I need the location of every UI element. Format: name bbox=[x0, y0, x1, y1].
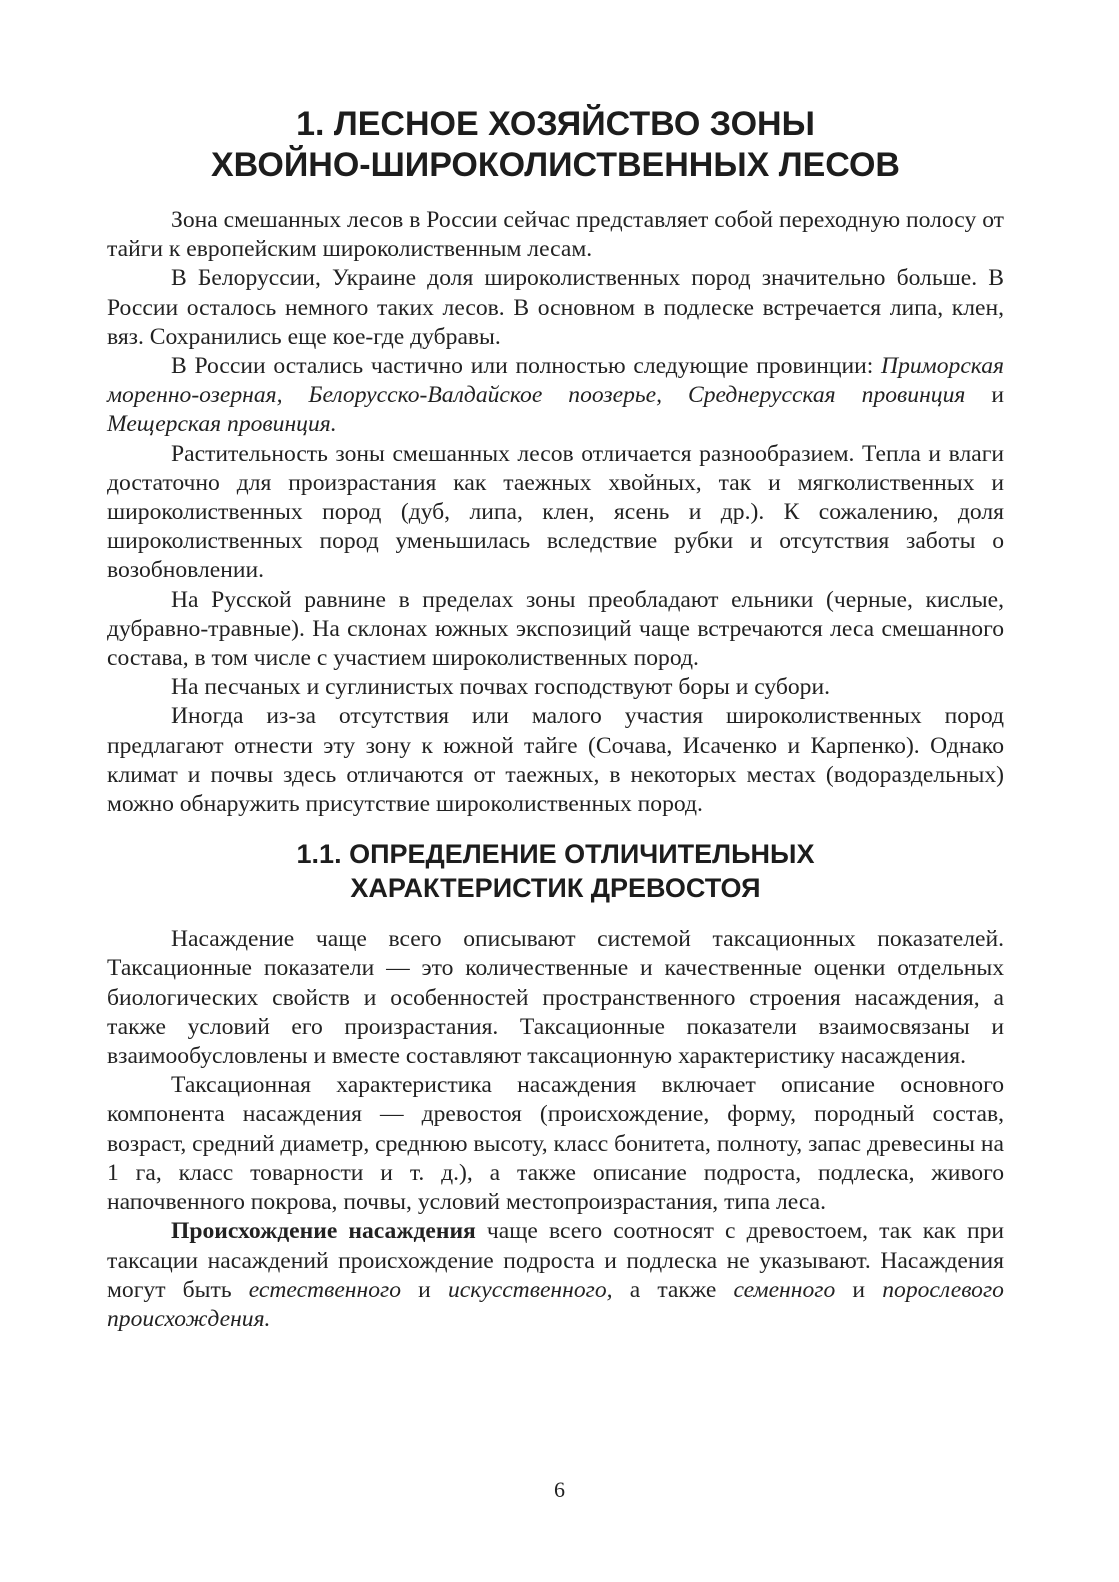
paragraph-10 bbox=[107, 1217, 1004, 1334]
paragraph-9: Таксационная характеристика насаждения включает описание основного компонента насаждения — древостоя (происхождение, форму, породный состав, возраст, средний диаметр, среднюю высоту, класс бонитета, полноту, запас древесины на 1 га, класс товарности и т. д.), а также описание подроста, подлеска, живого напочвенного покрова, почвы, условий местопроизрастания, типа леса. bbox=[107, 1072, 1004, 1216]
paragraph-3 bbox=[107, 352, 1004, 440]
paragraph-3-meshchera: Мещерская провинция. bbox=[107, 411, 337, 438]
term-coppice: порослевого происхождения. bbox=[107, 1276, 1004, 1332]
section-heading bbox=[107, 837, 1004, 905]
page-number: 6 bbox=[554, 1477, 565, 1502]
chapter-heading bbox=[107, 104, 1004, 186]
paragraph-5: На Русской равнине в пределах зоны преобладают ельники (черные, кислые, дубравно-травные). На склонах южных экспозиций чаще встречаются леса смешанного состава, в том числе с участием широколиственных пород. bbox=[107, 586, 1004, 672]
paragraph-3-provinces: Приморская моренно-озерная, Белорусско-Валдайское поозерье, Среднерусская провинция bbox=[107, 353, 1004, 409]
paragraph-10-text-3: а также bbox=[612, 1276, 734, 1303]
section-heading-line-2: ХАРАКТЕРИСТИК ДРЕВОСТОЯ bbox=[350, 873, 761, 904]
section-heading-line-1: 1.1. ОПРЕДЕЛЕНИЕ ОТЛИЧИТЕЛЬНЫХ bbox=[296, 839, 815, 870]
paragraph-1: Зона смешанных лесов в России сейчас представляет собой переходную полосу от тайги к европейским широколиственным лесам. bbox=[107, 207, 1004, 263]
paragraph-10-text-2: и bbox=[401, 1276, 448, 1303]
paragraph-3-text-1: В России остались частично или полностью следующие провинции: bbox=[171, 353, 882, 380]
paragraph-8: Насаждение чаще всего описывают системой таксационных показателей. Таксационные показатели — это количественные и качественные оценки отдельных биологических свойств и особенностей пространственного строения насаждения, а также условий его произрастания. Таксационные показатели взаимосвязаны и взаимообусловлены и вместе составляют таксационную характеристику насаждения. bbox=[107, 926, 1004, 1070]
paragraph-6: На песчаных и суглинистых почвах господствуют боры и субори. bbox=[171, 674, 830, 701]
paragraph-4: Растительность зоны смешанных лесов отличается разнообразием. Тепла и влаги достаточно для произрастания как таежных хвойных, так и мягколиственных и широколиственных пород (дуб, липа, клен, ясень и др.). К сожалению, доля широколиственных пород уменьшилась вследствие рубки и отсутствия заботы о возобновлении. bbox=[107, 440, 1004, 584]
chapter-heading-line-2: ХВОЙНО-ШИРОКОЛИСТВЕННЫХ ЛЕСОВ bbox=[211, 146, 900, 184]
document-page bbox=[107, 104, 1004, 1334]
paragraph-10-text-4: и bbox=[835, 1276, 883, 1303]
chapter-heading-line-1: 1. ЛЕСНОЕ ХОЗЯЙСТВО ЗОНЫ bbox=[296, 105, 815, 143]
paragraph-3-text-2: и bbox=[965, 382, 1004, 409]
term-seed: семенного bbox=[733, 1276, 836, 1303]
term-origin: Происхождение насаждения bbox=[171, 1218, 476, 1245]
paragraph-2: В Белоруссии, Украине доля широколиственных пород значительно больше. В России осталось немного таких лесов. В основном в подлеске встречается липа, клен, вяз. Сохранились еще кое-где дубравы. bbox=[107, 265, 1004, 350]
term-natural: естественного bbox=[248, 1276, 402, 1303]
term-artificial: искусственного, bbox=[447, 1276, 613, 1303]
paragraph-7: Иногда из-за отсутствия или малого участия широколиственных пород предлагают отнести эту зону к южной тайге (Сочава, Исаченко и Карпенко). Однако климат и почвы здесь отличаются от таежных, в некоторых местах (водораздельных) можно обнаружить присутствие широколиственных пород. bbox=[107, 703, 1004, 818]
paragraph-10-text-1: чаще всего соотносят с древостоем, так как при таксации насаждений происхождение подроста и подлеска не указывают. Насаждения могут быть bbox=[107, 1218, 1004, 1303]
